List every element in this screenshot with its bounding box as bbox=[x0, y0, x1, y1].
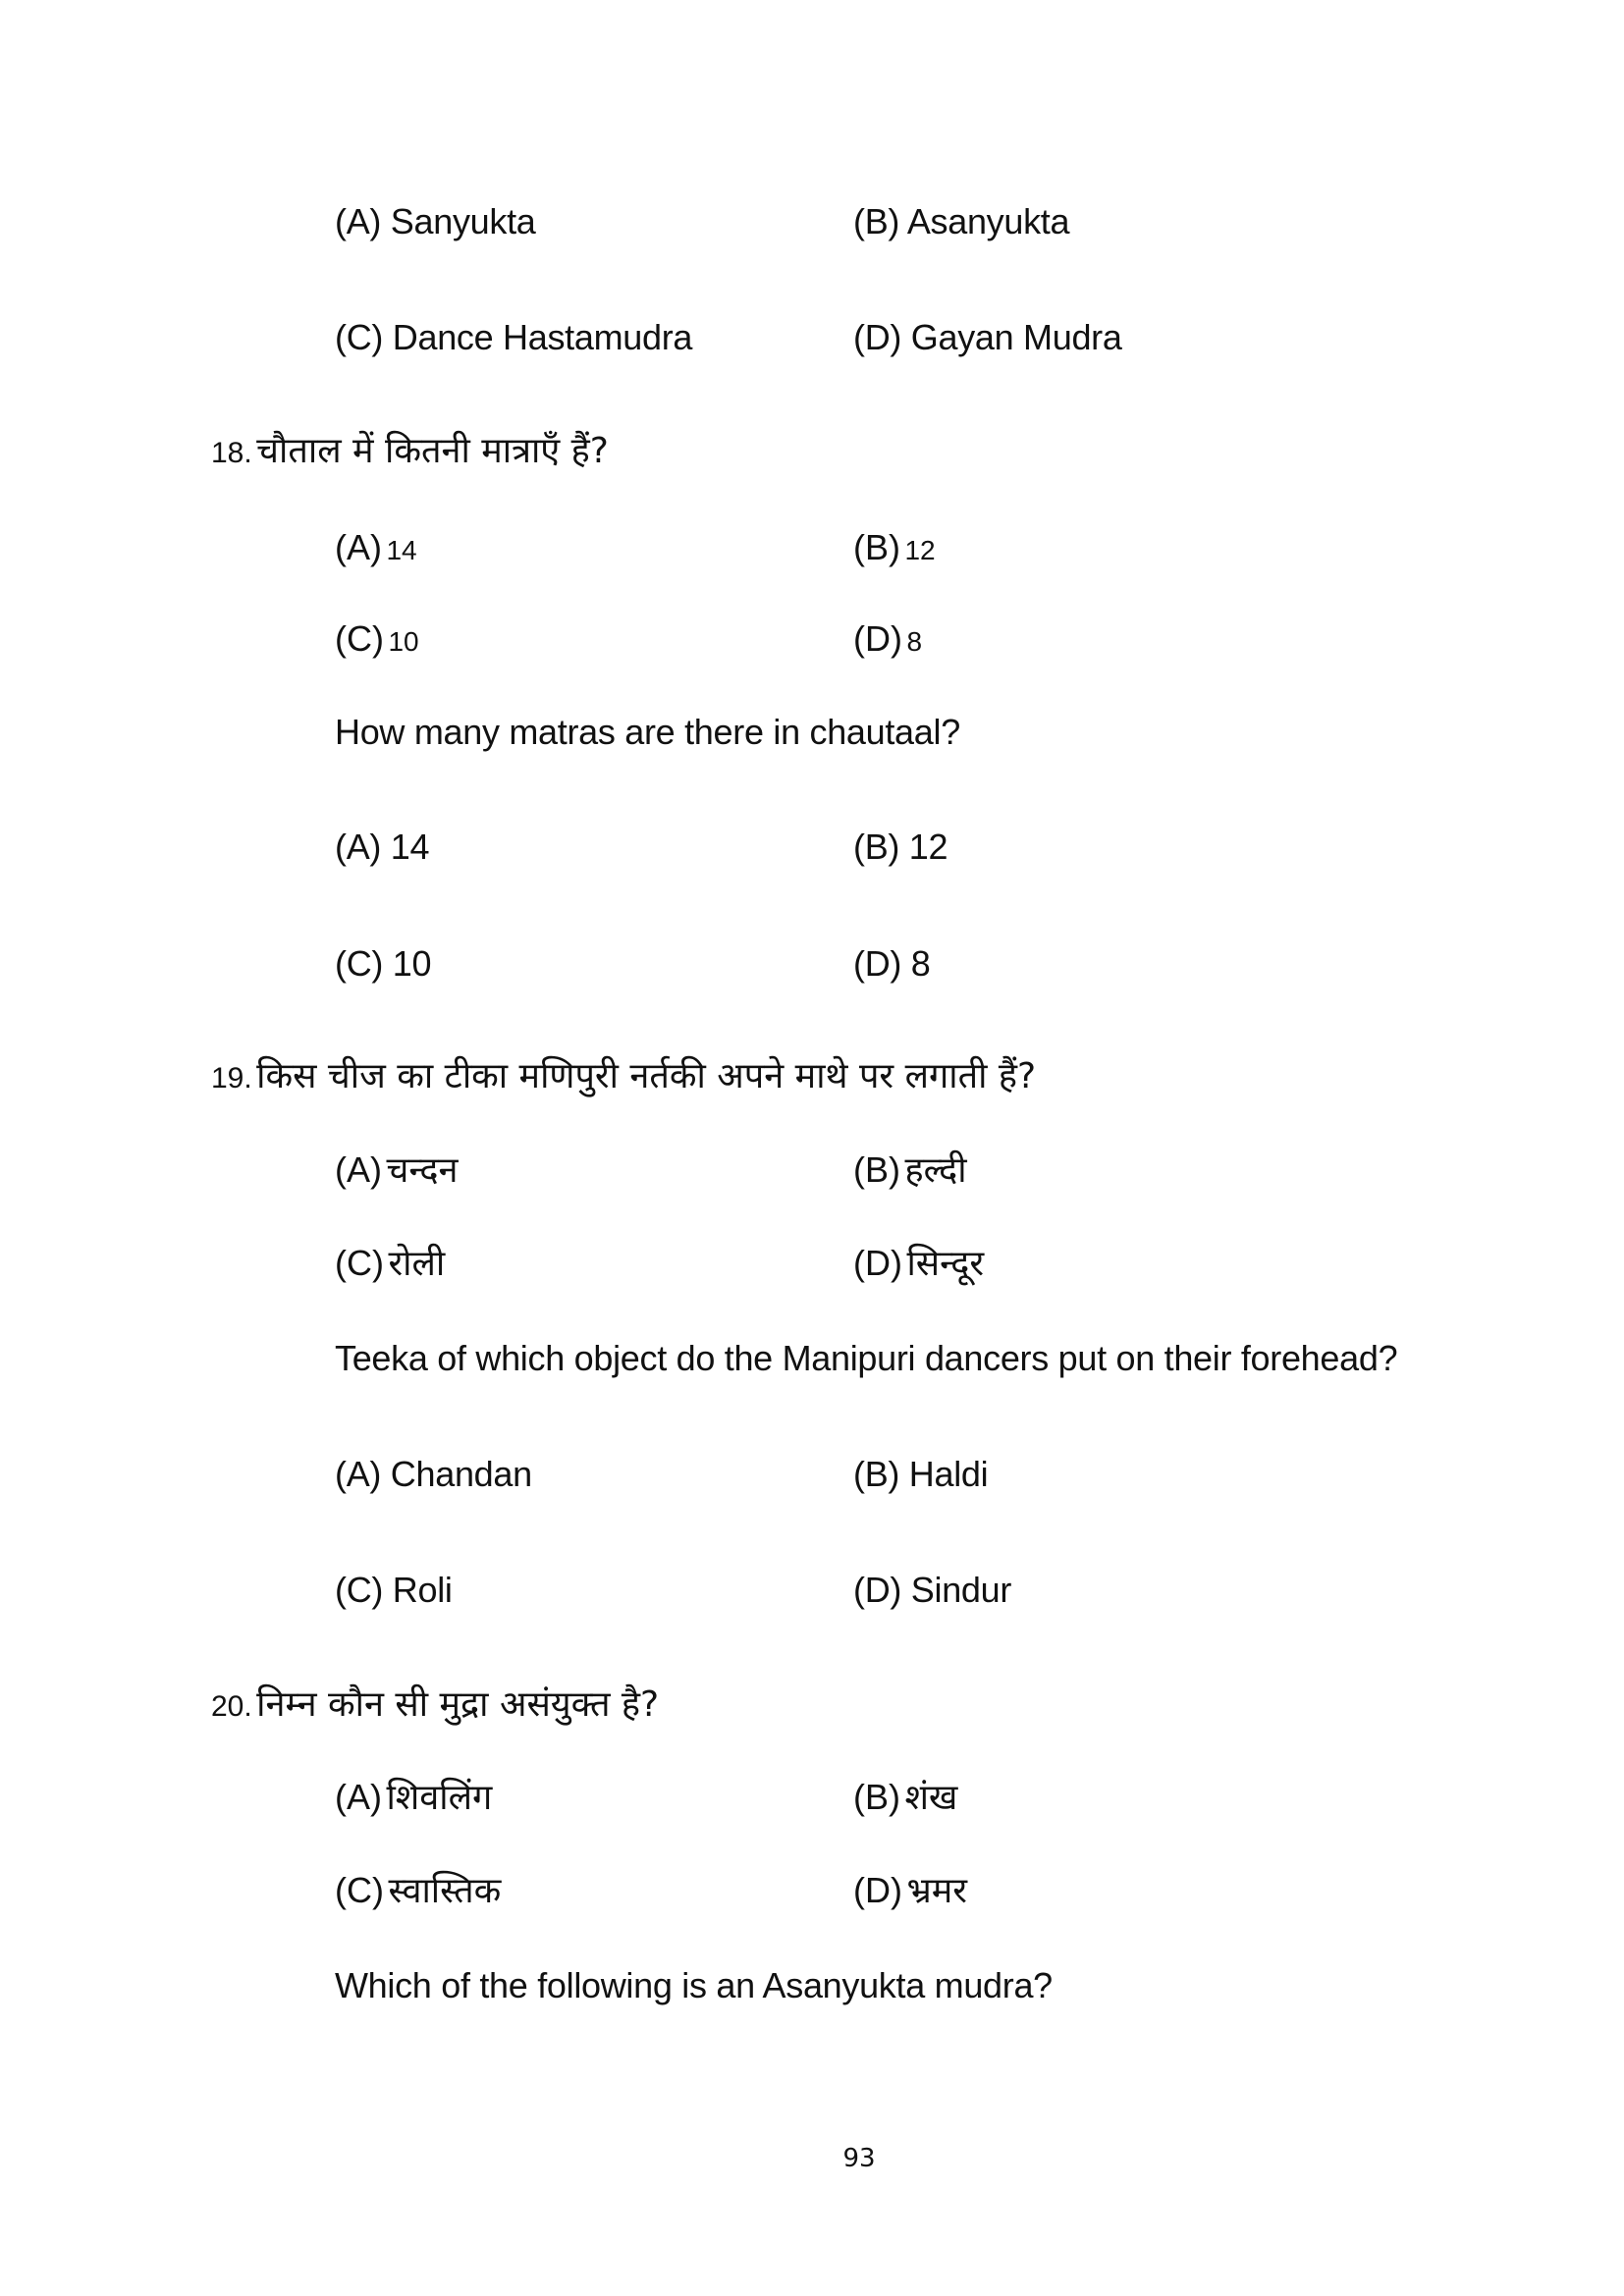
option-label: (A) bbox=[335, 1454, 382, 1494]
option-text: 8 bbox=[906, 626, 923, 657]
option-label: (B) bbox=[853, 827, 900, 867]
q19-hi-option-d bbox=[853, 1243, 985, 1284]
q20-hi-option-c bbox=[335, 1870, 502, 1911]
option-text: Sanyukta bbox=[390, 201, 536, 241]
q20-question-hindi bbox=[211, 1684, 660, 1725]
option-text: Sindur bbox=[910, 1570, 1012, 1610]
q19-hi-option-b bbox=[853, 1149, 967, 1191]
question-number: 18. bbox=[211, 437, 252, 469]
q20-hi-option-a bbox=[335, 1777, 493, 1818]
option-label: (C) bbox=[335, 317, 384, 357]
option-label: (D) bbox=[853, 1570, 902, 1610]
option-label: (A) bbox=[335, 527, 382, 567]
page-number: 93 bbox=[842, 2144, 876, 2173]
q19-en-option-a bbox=[335, 1454, 532, 1494]
option-text: Dance Hastamudra bbox=[392, 317, 693, 357]
option-label: (C) bbox=[335, 943, 384, 984]
option-text: स्वास्तिक bbox=[388, 1871, 502, 1911]
option-label: (C) bbox=[335, 618, 384, 659]
q20-hi-option-b bbox=[853, 1777, 958, 1818]
option-label: (D) bbox=[853, 618, 902, 659]
q18-hi-option-c bbox=[335, 618, 419, 659]
option-label: (D) bbox=[853, 943, 902, 984]
option-text: 10 bbox=[392, 943, 432, 984]
option-label: (C) bbox=[335, 1570, 384, 1610]
option-text: Haldi bbox=[908, 1454, 989, 1494]
option-text: शिवलिंग bbox=[386, 1778, 493, 1818]
option-label: (B) bbox=[853, 1777, 900, 1817]
q18-en-option-b bbox=[853, 829, 947, 865]
option-label: (A) bbox=[335, 1777, 382, 1817]
option-label: (A) bbox=[335, 201, 382, 241]
q18-hi-option-a bbox=[335, 527, 417, 567]
option-text: Chandan bbox=[390, 1454, 532, 1494]
option-label: (B) bbox=[853, 1454, 900, 1494]
q20-hi-option-d bbox=[853, 1870, 967, 1911]
option-text: 8 bbox=[910, 943, 931, 984]
option-label: (C) bbox=[335, 1243, 384, 1283]
q18-hi-option-b bbox=[853, 527, 936, 567]
q19-en-option-c bbox=[335, 1570, 453, 1610]
q18-hi-option-d bbox=[853, 618, 923, 659]
q18-en-option-c bbox=[335, 943, 432, 984]
option-text: Gayan Mudra bbox=[910, 317, 1122, 357]
question-text-hindi: चौताल में कितनी मात्राएँ हैं? bbox=[256, 431, 609, 471]
q19-question-hindi bbox=[211, 1056, 1037, 1096]
q17-option-d bbox=[853, 317, 1122, 357]
q17-option-b bbox=[853, 201, 1070, 241]
q19-en-option-b bbox=[853, 1454, 989, 1494]
q17-option-a bbox=[335, 201, 536, 241]
option-text: भ्रमर bbox=[906, 1871, 967, 1911]
option-label: (B) bbox=[853, 1149, 900, 1190]
option-label: (D) bbox=[853, 317, 902, 357]
question-number: 20. bbox=[211, 1690, 252, 1723]
q18-en-option-d bbox=[853, 943, 931, 984]
option-text: 12 bbox=[904, 535, 936, 565]
q19-hi-option-a bbox=[335, 1149, 459, 1191]
option-text: 14 bbox=[386, 535, 417, 565]
option-text: 12 bbox=[908, 827, 948, 867]
option-label: (A) bbox=[335, 1149, 382, 1190]
option-text: सिन्दूर bbox=[906, 1244, 985, 1284]
option-text: Roli bbox=[392, 1570, 453, 1610]
q18-question-hindi bbox=[211, 431, 609, 471]
option-text: 10 bbox=[388, 626, 419, 657]
option-text: हल्दी bbox=[904, 1150, 967, 1191]
option-label: (D) bbox=[853, 1243, 902, 1283]
q19-hi-option-c bbox=[335, 1243, 446, 1284]
question-number: 19. bbox=[211, 1062, 252, 1095]
option-text: रोली bbox=[388, 1244, 446, 1284]
option-text: 14 bbox=[390, 827, 430, 867]
question-text-hindi: निम्न कौन सी मुद्रा असंयुक्त है? bbox=[256, 1684, 660, 1725]
q19-question-english: Teeka of which object do the Manipuri dancers put on their forehead? bbox=[335, 1338, 1398, 1378]
q18-question-english: How many matras are there in chautaal? bbox=[335, 712, 960, 752]
q18-en-option-a bbox=[335, 829, 429, 865]
q19-en-option-d bbox=[853, 1570, 1012, 1610]
option-text: शंख bbox=[904, 1778, 958, 1818]
q17-option-c bbox=[335, 317, 693, 357]
question-text-hindi: किस चीज का टीका मणिपुरी नर्तकी अपने माथे पर लगाती हैं? bbox=[256, 1056, 1037, 1096]
q20-question-english: Which of the following is an Asanyukta mudra? bbox=[335, 1965, 1053, 2005]
option-label: (D) bbox=[853, 1870, 902, 1910]
option-label: (A) bbox=[335, 827, 382, 867]
option-label: (B) bbox=[853, 527, 900, 567]
option-label: (B) bbox=[853, 201, 900, 241]
option-label: (C) bbox=[335, 1870, 384, 1910]
option-text: चन्दन bbox=[386, 1150, 459, 1191]
option-text: Asanyukta bbox=[906, 201, 1070, 241]
